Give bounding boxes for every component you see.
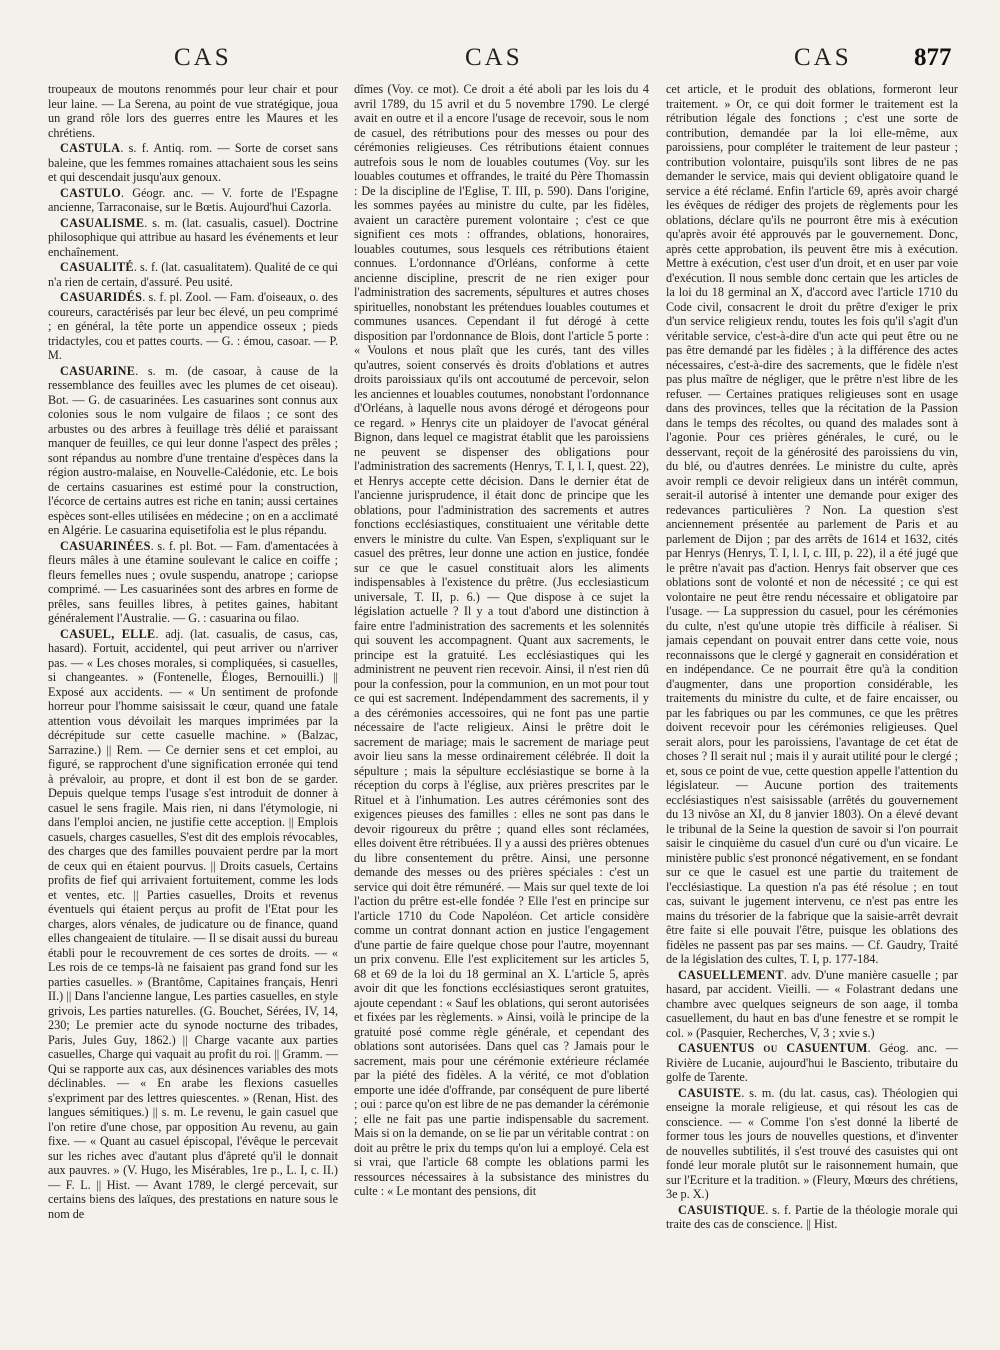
entry-text: troupeaux de moutons renommés pour leur chair et pour leur laine. — La Serena, au point de vue stratégique, joua un grand rôle lors des guerres entre les Maures et les chrétiens. — [48, 82, 338, 140]
entry-headword: CASUENTUS ou CASUENTUM — [678, 1041, 868, 1055]
running-header — [0, 44, 1000, 84]
entry-text: . s. m. (lat. casualis, casuel). Doctrine philosophique qui attribue au hasard les événements et leur enchaînement. — [48, 215, 338, 259]
entry-paragraph — [48, 290, 338, 363]
entry-text: cet article, et le produit des oblations, formeront leur traitement. » Or, ce qui doit former le traitement est la rétribution légale des fonctions ; c'est une sorte de contribution, demandée par la loi elle-même, aux paroissiens, pour compléter le traitement de leur pasteur ; contribution volontaire, puisqu'ils sont libres de ne pas demander le service, mais qui devient obligatoire quand le service a été réclamé. Enfin l'article 69, après avoir chargé les évêques de rédiger des projets de règlements pour les oblations, déclare qu'ils ne pourront être mis à exécution qu'après avoir été approuvés par le gouvernement. Donc, après cette approbation, ils peuvent être mis à exécution. Mettre à exécution, c'est user d'un droit, et en user par voie d'exécution. Il nous semble donc certain que les articles de la loi du 18 germinal an X, d'accord avec l'article 1710 du Code civil, consacrent le droit du prêtre d'exiger le prix d'un service religieux rendu, toutes les fois qu'il s'agit d'un véritable service, c'est-à-dire d'un acte qui peut être ou ne pas être demandé par les fidèles ; à la différence des actes nécessaires, c'est-à-dire des sacrements, que le fidèle n'est pas plus maître de négliger, que le prêtre n'est libre de les refuser. — Certaines pratiques religieuses sont en usage dans des provinces, telles que la récitation de la Passion dans le temps des récoltes, ou quand des malades sont à l'agonie. Pour ces prières générales, le curé, ou le desservant, reçoit de la générosité des paroissiens du vin, du blé, ou d'autres denrées. Le ministre du culte, après avoir rempli ce devoir religieux dans un intérêt commun, serait-il autorisé à intenter une demande pour exiger des redevances particulières ? Non. La question s'est anciennement présentée au parlement de Paris et au parlement de Dijon ; par des arrêts de 1614 et 1632, cités par Henrys (Henrys, T. I, l. I, c. III, p. 22), il a été jugé que le prêtre n'avait pas d'action. Henrys fait observer que ces oblations sont de volonté et non de nécessité ; ce qui est volontaire ne peut être rendu nécessaire et obligatoire par l'usage. — La suppression du casuel, pour les cérémonies du culte, n'est qu'une utopie très difficile à réaliser. Si jamais cependant on pouvait entrer dans cette voie, nous reconnaissons que le clergé y gagnerait en considération et en indépendance. Ce ne pourrait être qu'à la condition d'augmenter, dans une proportion considérable, les traitements du ministre du culte, et de faire encaisser, ou par les fabriques ou par les communes, ce que les prêtres doivent recevoir pour les cérémonies religieuses. Quel serait alors, pour les paroissiens, l'avantage de cet état de choses ? Il serait nul ; mais il y aurait utilité pour le clergé ; et, sous ce point de vue, cette question appelle l'attention du législateur. — Aucune portion des traitements ecclésiastiques n'est saisissable (arrêtés du gouvernement du 13 nivôse an XI, du 8 janvier 1803). On a élevé devant le tribunal de la Seine la question de savoir si l'on pourrait saisir le cinquième du casuel d'un curé ou d'un vicaire. Le ministère public s'est prononcé négativement, en se fondant sur ce que le casuel est une partie du traitement de l'ecclésiastique. La question n'a pas été résolue ; en tout cas, suivant le jugement intervenu, ce n'est pas entre les mains du trésorier de la fabrique que la saisie-arrêt devrait être faite si elle pouvait l'être, puisque les oblations des fidèles ne passent pas par ses mains. — Cf. Gaudry, Traité de la législation des cultes, T. I, p. 177-184. — [666, 82, 958, 966]
entry-text: . s. m. (de casoar, à cause de la ressemblance des feuilles avec les plumes de cet oiseau). Bot. — G. de casuarinées. Les casuarines sont connus aux colonies sous le nom vulgaire de filaos ; ce sont des arbustes ou des arbres à feuillage très délié et paraissant manquer de feuilles, ce qui leur donne l'aspect des prêles ; sont répandus au nombre d'une trentaine d'espèces dans la région austro-malaise, en Nouvelle-Calédonie, etc. Le bois de certains casuarines est estimé pour la construction, l'écorce de certains autres est riche en tanin; aussi certaines espèces sont-elles utilisées en médecine ; on en a acclimaté en Algérie. Le casuarina equisetifolia est le plus répandu. — [48, 363, 338, 537]
entry-headword: CASUALISME — [60, 215, 145, 230]
entry-paragraph — [48, 539, 338, 626]
entry-text: . s. m. (du lat. casus, cas). Théologien qui enseigne la morale religieuse, et qui résout les cas de conscience. — « Comme l'on s'est donné la liberté de former tous les jours de nouvelles questions, et d'inventer de nouvelles subtilités, il s'est trouvé des casuistes qui ont fondé leur morale plutôt sur le raisonnement humain, que sur l'Ecriture et la tradition. » (Fleury, Mœurs des chrétiens, 3e p. X.) — [666, 1085, 958, 1201]
header-left-keyword: CAS — [174, 44, 232, 71]
entry-headword: CASUEL, ELLE — [60, 626, 156, 641]
entry-paragraph — [666, 82, 958, 967]
entry-headword: CASUISTE — [678, 1085, 742, 1100]
entry-paragraph — [666, 1041, 958, 1085]
entry-text: . s. f. (lat. casualitatem). Qualité de ce qui n'a rien de certain, d'assuré. Peu usité. — [48, 260, 338, 289]
entry-headword: CASTULO — [60, 185, 122, 200]
entry-headword: CASUELLEMENT — [678, 967, 784, 982]
text-column-1 — [48, 82, 338, 1344]
entry-text: dîmes (Voy. ce mot). Ce droit a été aboli par les lois du 4 avril 1789, du 15 avril et du 5 novembre 1790. Le clergé avait en outre et il a encore l'usage de recevoir, sous le nom de casuel, des rétributions pour des messes ou pour des cérémonies religieuses. Ces rétributions étaient connues autrefois sous le nom de louables coutumes (Voy. sur les louables coutumes et offrandes, le traité du Père Thomassin : De la discipline de l'Eglise, T. III, p. 590). Dans l'origine, les sommes payées au ministre du culte, par les fidèles, avaient un caractère purement volontaire ; c'est ce que signifient ces mots : offrandes, oblations, honoraires, louables coutumes, sous lesquels ces rétributions étaient connues. L'ordonnance d'Orléans, conforme à cette ancienne discipline, prescrit de ne rien exiger pour l'administration des sacrements, sépultures et autres choses spirituelles, nonobstant les prétendues louables coutumes et communes usances. Cependant il fut dérogé à cette disposition par l'ordonnance de Blois, dont l'article 5 porte : « Voulons et nous plaît que les curés, tant des villes qu'autres, soient conservés ès droits d'oblations et autres droits paroissiaux qu'ils ont accoutumé de percevoir, selon les anciennes et louables coutumes, nonobstant l'ordonnance d'Orléans, à laquelle nous avons dérogé et dérogeons pour ce regard. » Henrys cite un plaidoyer de l'avocat général Bignon, dans lequel ce magistrat établit que les paroissiens ne peuvent se dispenser des obligations pour l'administration des sacrements (Henrys, T. I, l. I, quest. 22), et Henrys accepte cette décision. Dans le dernier état de l'ancienne jurisprudence, il était donc de principe que les oblations, pour l'administration des sacrements et autres fonctions ecclésiastiques, constituaient une véritable dette envers le ministre du culte. Van Espen, s'expliquant sur le casuel des prêtres, leur donne une action en justice, fondée sur ce que le casuel constituait alors les aliments indispensables à l'existence du prêtre. (Jus ecclesiasticum universale, T. II, p. 6.) — Que dispose à ce sujet la législation actuelle ? Il y a tout d'abord une distinction à faire entre l'administration des sacrements et les solennités qui souvent les accompagnent. Quant aux sacrements, le principe est la gratuité. Les ecclésiastiques qui les administrent ne peuvent rien recevoir. Ainsi, il n'est rien dû pour la confession, pour la communion, en un mot pour tout ce qui est sacrement. Indépendamment des sacrements, il y a des cérémonies accessoires, qui ne font pas une partie nécessaire de l'acte religieux. Ainsi le prêtre doit le sacrement de mariage; mais le sacrement de mariage peut avoir lieu sans la messe ordinairement célébrée. Il doit la sépulture ; mais la sépulture ecclésiastique se borne à la réception du corps à l'église, aux prières prescrites par le Rituel et à l'inhumation. Les autres cérémonies sont des exigences pieuses des familles : elles ne sont pas dans le devoir rigoureux du prêtre ; quand elles sont réclamées, elles doivent être rétribuées. Il y a aussi des prières obtenues du libre consentement du prêtre. Ainsi, une personne demande des messes ou des prières spéciales : c'est un service qui doit être rémunéré. — Mais sur quel texte de loi l'action du prêtre est-elle fondée ? Elle l'est en principe sur l'article 1710 du Code Napoléon. Cet article considère comme un contrat donnant action en justice l'engagement d'une partie de faire quelque chose pour l'autre, moyennant un prix convenu. Elle l'est explicitement sur les articles 5, 68 et 69 de la loi du 18 germinal an X. L'article 5, après avoir dit que les fonctions ecclésiastiques seront gratuites, ajoute cependant : « Sauf les oblations, qui seront autorisées et fixées par les règlements. » Ainsi, voilà le principe de la gratuité posé comme règle générale, et cependant des oblations sont autorisées. Dans quel cas ? Jamais pour le sacrement, mais pour une cérémonie extérieure réclamée par la piété des fidèles. A la vérité, ce mot d'oblation emporte une idée d'offrande, par conséquent de pure liberté ; oui : parce qu'on est libre de ne pas demander la cérémonie ; elle ne fait pas une partie indispensable du sacrement. Mais si on la demande, on se lie par un véritable contrat : on doit au prêtre le prix du temps qu'on lui a employé. Cela est si vrai, que l'article 68 compte les oblations parmi les ressources nécessaires à la subsistance des ministres du culte : « Le montant des pensions, dit — [354, 82, 649, 1198]
entry-text: . s. f. Antiq. rom. — Sorte de corset sans baleine, que les femmes romaines attachaient sous les seins et qui descendait jusqu'aux genoux. — [48, 141, 338, 184]
entry-headword: CASUISTIQUE — [678, 1202, 766, 1217]
entry-headword: CASUALITÉ — [60, 260, 134, 274]
entry-text: . s. f. Partie de la théologie morale qui traite des cas de conscience. || Hist. — [666, 1202, 958, 1231]
entry-paragraph — [48, 364, 338, 538]
entry-paragraph — [48, 627, 338, 1222]
header-center-keyword: CAS — [465, 44, 523, 71]
entry-text: . s. f. pl. Zool. — Fam. d'oiseaux, o. des coureurs, caractérisés par leur bec élevé, un peu comprimé ; en général, la tête porte un appendice osseux ; pieds tridactyles, cou et pattes courts. — G. : émou, casoar. — P. M. — [48, 290, 338, 362]
entry-headword: CASUARINE — [60, 363, 136, 378]
entry-paragraph — [48, 260, 338, 289]
entry-headword: CASTULA — [60, 141, 121, 155]
entry-paragraph — [666, 968, 958, 1041]
header-right-keyword: CAS — [794, 44, 852, 71]
entry-paragraph — [354, 82, 649, 1199]
text-column-2 — [354, 82, 649, 1344]
entry-paragraph — [666, 1203, 958, 1232]
entry-paragraph — [48, 141, 338, 185]
entry-paragraph — [48, 216, 338, 260]
entry-paragraph — [666, 1086, 958, 1202]
page-number: 877 — [914, 44, 952, 71]
entry-text: . s. f. pl. Bot. — Fam. d'amentacées à fleurs mâles à une étamine soulevant le calice en coiffe ; fleurs femelles nues ; ovule suspendu, anatrope ; cariopse comprimé. — Les casuarinées sont des arbres en forme de prêles, sans feuilles libres, à petites gaines, habitant généralement l'Australie. — G. : casuarina ou filao. — [48, 538, 338, 625]
entry-text: . Géogr. anc. — V. forte de l'Espagne ancienne, Tarraconaise, sur le Bœtis. Aujourd'hui Cazorla. — [48, 185, 338, 214]
entry-paragraph — [48, 186, 338, 215]
entry-text: . adv. D'une manière casuelle ; par hasard, par accident. Vieilli. — « Folastrant dedans une chambre avec quelques seigneurs de son aage, il tomba casuellement, du haut en bas d'une fenestre et se rompit le col. » (Pasquier, Recherches, V, 3 ; xvie s.) — [666, 967, 958, 1040]
entry-headword: CASUARIDÉS — [60, 290, 143, 304]
text-column-3 — [666, 82, 958, 1344]
entry-text: . adj. (lat. casualis, de casus, cas, hasard). Fortuit, accidentel, qui peut arriver ou n'arriver pas. — « Les choses morales, si compliquées, si casuelles, si changeantes. » (Fontenelle, Éloges, Bernouilli.) || Exposé aux accidents. — « Un sentiment de profonde horreur pour l'homme saisissait le cœur, quand une fatale attention vous dévoilait les marques imprimées par la décrépitude sur cette casuelle machine. » (Balzac, Sarrazine.) || Rem. — Ce dernier sens et cet emploi, au figuré, se rapprochent d'une signification erronée qui tend à prévaloir, au propre, et dont il est bon de se garder. Depuis quelque temps l'usage s'est introduit de donner à casuel le sens fragile. Mais rien, ni dans l'étymologie, ni dans l'emploi ancien, ne justifie cette acception. || Emplois casuels, charges casuelles, S'est dit des emplois révocables, des charges que des familles pouvaient perdre par la mort de ceux qui en étaient pourvus. || Droits casuels, Certains profits de fief qui arrivaient fortuitement, comme les lods et ventes, etc. || Parties casuelles, Droits et revenus éventuels qui étaient perçus au profit de l'Etat pour les charges, alors vénales, de judicature ou de finance, quand elles changeaient de titulaire. — Il se disait aussi du bureau établi pour le recouvrement de ces sortes de droits. — « Les rois de ce temps-là ne faisaient pas grand fond sur les parties casuelles. » (Brantôme, Capitaines français, Henri II.) || Dans l'ancienne langue, Les parties casuelles, en style grivois, Les parties naturelles. (G. Bouchet, Sérées, IV, 14, 230; Le premier acte du synode nocturne des tribades, Paris, Jules Guy, 1862.) || Charge vacante aux parties casuelles, Charge qui vaquait au profit du roi. || Gramm. — Qui se rapporte aux cas, aux désinences variables des mots déclinables. — « En arabe les flexions casuelles s'expriment par des lettres quiescentes. » (Renan, Hist. des langues sémitiques.) || s. m. Le revenu, le gain casuel que l'on retire d'une chose, par opposition Au revenu, au gain fixe. — « Quant au casuel épiscopal, l'évêque le percevait sur les riches avec d'autant plus d'âpreté qu'il le donnait aux pauvres. » (V. Hugo, les Misérables, 1re p., L. I, c. II.) — F. L. || Hist. — Avant 1789, le clergé percevait, sur certains biens des laïques, des prestations en nature sous le nom de — [48, 626, 338, 1221]
entry-text: . Géog. anc. — Rivière de Lucanie, aujourd'hui le Basciento, tributaire du golfe de Tarente. — [666, 1041, 958, 1084]
entry-paragraph — [48, 82, 338, 140]
entry-headword: CASUARINÉES — [60, 538, 151, 553]
